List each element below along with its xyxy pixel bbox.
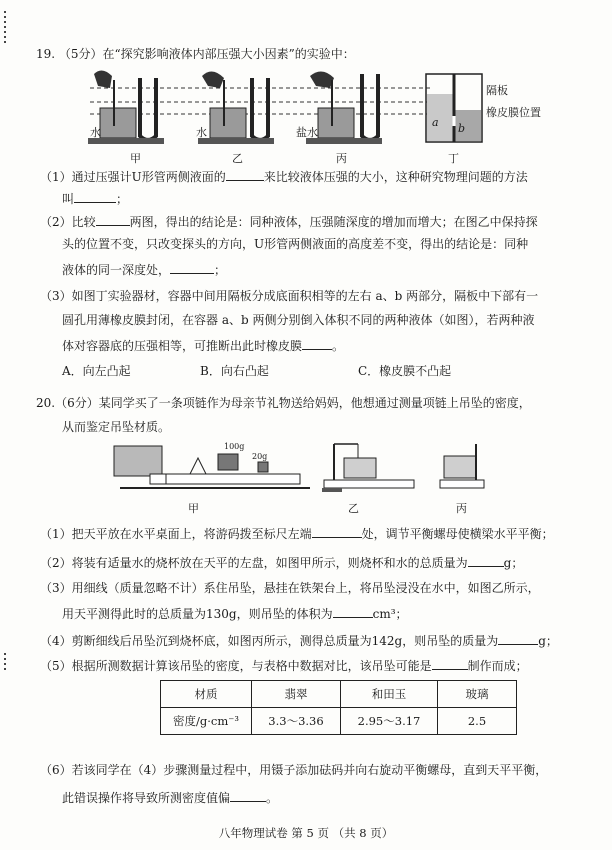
q19-part1: （1）通过压强计U形管两侧液面的 来比较液体压强的大小，这种研究物理问题的方法	[40, 167, 528, 185]
liquid-label-3: 盐水	[296, 126, 318, 139]
table-header-cell: 玻璃	[438, 681, 517, 708]
q19-part2: （2）比较 两图，得出的结论是：同种液体，压强随深度的增加而增大；在图乙中保持探	[40, 212, 538, 230]
label-b: b	[458, 122, 466, 135]
table-header-cell: 和田玉	[341, 681, 438, 708]
q19-part3-cont1: 圆孔用薄橡皮膜封闭，在容器 a、b 两侧分别倒入体积不同的两种液体（如图），若两种液	[62, 313, 535, 327]
q20-heading-2: 从而鉴定吊坠材质。	[62, 420, 171, 434]
caption-ding: 丁	[448, 152, 459, 165]
weight-label-20g: 20g	[252, 452, 268, 461]
q20-part1: （1）把天平放在水平桌面上，将游码拨至标尺左端 处，调节平衡螺母使横梁水平平衡；	[40, 524, 554, 542]
answer-blank-20-3[interactable]	[333, 604, 373, 618]
answer-blank-19-1a[interactable]	[226, 167, 264, 181]
answer-blank-20-4[interactable]	[498, 631, 538, 645]
q20-caption-yi: 乙	[348, 502, 359, 515]
answer-blank-19-2a[interactable]	[96, 212, 130, 226]
answer-blank-20-6[interactable]	[230, 788, 266, 802]
table-header-cell: 翡翠	[252, 681, 341, 708]
liquid-label-1: 水	[90, 126, 101, 139]
binding-dots	[4, 8, 7, 46]
q20-part6: （6）若该同学在（4）步骤测量过程中，用镊子添加砝码并向右旋动平衡螺母，直到天平平衡，	[40, 763, 548, 777]
q20-part5: （5）根据所测数据计算该吊坠的密度，与表格中数据对比，该吊坠可能是 制作而成；	[40, 656, 528, 674]
option-b[interactable]: B．向右凸起	[200, 364, 269, 378]
balance-yi	[322, 444, 414, 492]
q19-part1-cont: 叫 ；	[62, 189, 128, 207]
caption-bing: 丙	[336, 152, 347, 165]
answer-blank-20-1[interactable]	[312, 524, 362, 538]
q20-part6-cont: 此错误操作将导致所测密度值偏 。	[62, 788, 278, 806]
balance-bing	[440, 444, 484, 488]
q19-part2-cont1: 头的位置不变，只改变探头的方向，U形管两侧液面的高度差不变，得出的结论是：同种	[62, 237, 529, 251]
liquid-label-2: 水	[196, 126, 207, 139]
answer-blank-19-2b[interactable]	[170, 260, 214, 274]
label-partition: 隔板	[486, 84, 508, 97]
table-cell: 2.95～3.17	[341, 708, 438, 735]
table-row	[161, 708, 517, 735]
option-c[interactable]: C．橡皮膜不凸起	[358, 364, 452, 378]
page-footer: 八年物理试卷 第 5 页 （共 8 页）	[218, 826, 394, 840]
q19-part2-cont2: 液体的同一深度处， ；	[62, 260, 226, 278]
table-header-cell: 材质	[161, 681, 252, 708]
q20-heading-1: 20.（6分）某同学买了一条项链作为母亲节礼物送给妈妈，他想通过测量项链上吊坠的密度，	[36, 396, 531, 410]
q19-figure-manometers	[80, 66, 440, 150]
q20-part3: （3）用细线（质量忽略不计）系住吊坠，悬挂在铁架台上，将吊坠浸没在水中，如图乙所示，	[40, 581, 540, 595]
q20-caption-jia: 甲	[188, 502, 199, 515]
caption-jia: 甲	[130, 152, 141, 165]
table-cell: 3.3～3.36	[252, 708, 341, 735]
balance-jia	[114, 446, 310, 488]
table-cell: 2.5	[438, 708, 517, 735]
answer-blank-19-3[interactable]	[302, 336, 332, 350]
label-a: a	[432, 116, 439, 129]
q19-part3-cont2: 体对容器底的压强相等，可推断出此时橡皮膜 。	[62, 336, 344, 354]
answer-blank-20-2[interactable]	[468, 553, 504, 567]
q19-figure-ding-container	[424, 72, 484, 146]
option-a[interactable]: A．向左凸起	[62, 364, 131, 378]
binding-dots-lower	[4, 650, 7, 673]
q20-part2: （2）将装有适量水的烧杯放在天平的左盘，如图甲所示，则烧杯和水的总质量为 g；	[40, 553, 523, 571]
answer-blank-19-1b[interactable]	[74, 189, 116, 203]
weight-label-100g: 100g	[224, 442, 245, 451]
density-table	[160, 680, 517, 735]
caption-yi: 乙	[232, 152, 243, 165]
q20-part3-cont: 用天平测得此时的总质量为130g，则吊坠的体积为 cm³；	[62, 604, 408, 622]
manometer-yi	[198, 71, 274, 144]
q19-part3: （3）如图丁实验器材，容器中间用隔板分成底面积相等的左右 a、b 两部分，隔板中下部有一	[40, 289, 539, 303]
q19-heading: 19. （5分）在“探究影响液体内部压强大小因素”的实验中：	[36, 47, 355, 61]
label-membrane: 橡皮膜位置	[486, 106, 541, 119]
q20-figure-balance	[110, 440, 490, 496]
answer-blank-20-5[interactable]	[432, 656, 468, 670]
q20-caption-bing: 丙	[456, 502, 467, 515]
table-cell: 密度/g·cm⁻³	[161, 708, 252, 735]
q20-part4: （4）剪断细线后吊坠沉到烧杯底，如图丙所示，测得总质量为142g，则吊坠的质量为 g；	[40, 631, 558, 649]
table-header-row	[161, 681, 517, 708]
